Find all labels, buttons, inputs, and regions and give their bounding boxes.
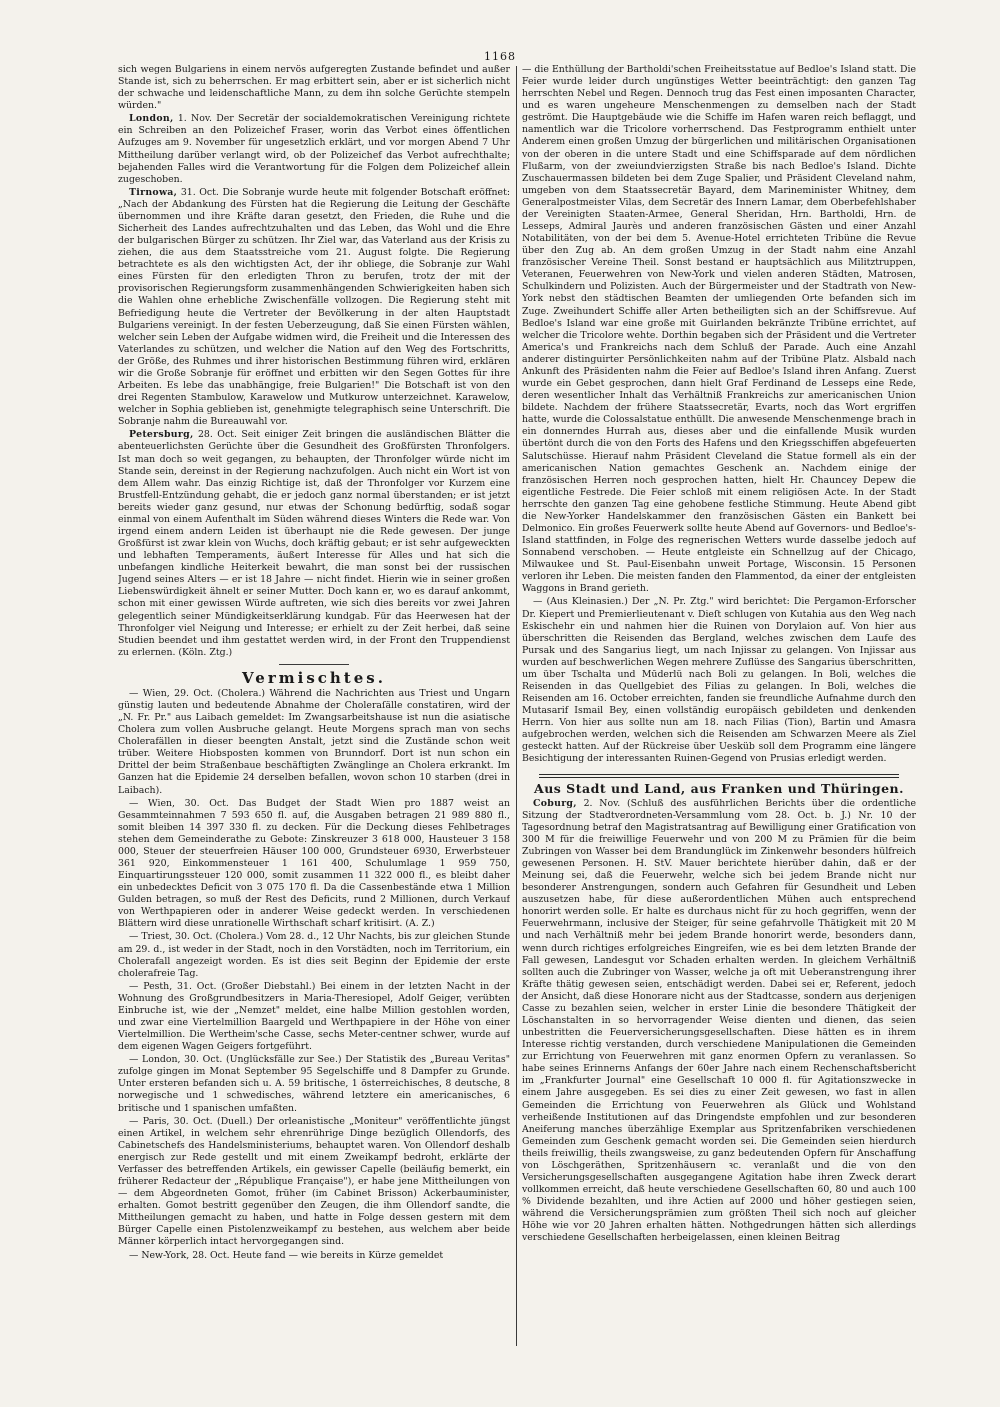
- article-text: 31. Oct. Die Sobranje wurde heute mit folgender Botschaft eröffnet: „Nach der Abdankung des Fürsten hat die Regierung die Leitung der Geschäfte übernommen und ihre Kräfte daran gesetzt, den Frieden, die Ruhe und die Sicherheit des Landes aufrechtzuhalten und das Leben, das Wohl und die Ehre der bulgarischen Bürger zu schützen. Ihr Ziel war, das Vaterland aus der Krisis zu ziehen, die aus dem Staatsstreiche vom 21. August folgte. Die Regierung betrachtete es als den wichtigsten Act, der ihr obliege, die Sobranje zur Wahl eines Fürsten für den erledigten Thron zu berufen, trotz der mit der provisorischen Regierungsform zusammenhängenden Schwierigkeiten haben sich die Wahlen ohne erhebliche Zwischenfälle vollzogen. Die Regierung steht mit Befriedigung heute die Vertreter der Bevölkerung in der alten Hauptstadt Bulgariens vereinigt. In der festen Ueberzeugung, daß Sie einen Fürsten wählen, welcher sein Leben der Aufgabe widmen wird, die Freiheit und die Interessen des Vaterlandes zu schützen, und welcher die Nation auf den Weg des Fortschritts, der Größe, des Ruhmes und ihrer historischen Bestimmung führen wird, erklären wir die Große Sobranje für eröffnet und erbitten wir den Segen Gottes für ihre Arbeiten. Es lebe das unabhängige, freie Bulgarien!" Die Botschaft ist von den drei Regenten Stambulow, Karawelow und Mutkurow unterzeichnet. Karawelow, welcher in Sophia geblieben ist, genehmigte telegraphisch seine Unterschrift. Die Sobranje nahm die Bureauwahl vor.: [118, 186, 510, 428]
- news-item: — Triest, 30. Oct. (Cholera.) Vom 28. d., 12 Uhr Nachts, bis zur gleichen Stunde am 29. d., ist weder in der Stadt, noch in den Vorstädten, noch im Territorium, ein Cholerafall angezeigt worden. Es ist dies seit Beginn der Epidemie der erste cholerafreie Tag.: [118, 931, 510, 979]
- news-item: — London, 30. Oct. (Unglücksfälle zur See.) Der Statistik des „Bureau Veritas" zufolge gingen im Monat September 95 Segelschiffe und 8 Dampfer zu Grunde. Unter ersteren befanden sich u. A. 59 britische, 1 österreichisches, 8 deutsche, 8 norwegische und 1 schwedisches, während letztere ein americanisches, 6 britische und 1 spanischen umfaßten.: [118, 1054, 510, 1114]
- article-text: 28. Oct. Seit einiger Zeit bringen die ausländischen Blätter die abenteuerlichsten Gerüchte über die Gesundheit des Großfürsten Thronfolgers. Ist man doch so weit gegangen, zu behaupten, der Thronfolger würde nicht im Stande sein, dereinst in der Regierung nachzufolgen. Auch nicht ein Wort ist von dem Allem wahr. Das einzig Richtige ist, daß der Thronfolger vor Kurzem eine Brustfell-Entzündung gehabt, die er jedoch ganz normal überstanden; er ist jetzt bereits wieder ganz gesund, nur etwas der Schonung bedürftig, sodaß sogar einmal von einem Aufenthalt im Süden während dieses Winters die Rede war. Von irgend einem andern Leiden ist überhaupt nie die Rede gewesen. Der junge Großfürst ist zwar klein von Wuchs, doch kräftig gebaut; er ist sehr aufgeweckten und lebhaften Temperaments, äußert Interesse für Alles und hat sich die unbefangen kindliche Heiterkeit bewahrt, die man sonst bei der russischen Jugend seines Alters — er ist 18 Jahre — nicht findet. Hierin wie in seiner großen Liebenswürdigkeit ähnelt er seiner Mutter. Doch kann er, wo es darauf ankommt, schon mit einer gewissen Würde auftreten, wie sich dies bereits vor zwei Jahren gelegentlich seiner Mündigkeitserklärung kundgab. Für das Heerwesen hat der Thronfolger viel Neigung und Interesse; er erhielt zu der Zeit herbei, daß seine Studien beendet und ihm gestattet werden wird, in der Front den Truppendienst zu erlernen. (Köln. Ztg.): [118, 429, 510, 658]
- section-divider: [279, 664, 349, 665]
- column-divider: [516, 66, 517, 1346]
- dateline-place: London,: [129, 113, 174, 125]
- article-paragraph: — die Enthüllung der Bartholdi'schen Freiheitsstatue auf Bedloe's Island statt. Die Feier wurde leider durch ungünstiges Wetter beeinträchtigt: den ganzen Tag herrschten Nebel und Regen. Dennoch trug das Fest einen imposanten Character, und es waren ungeheure Menschenmengen zu demselben nach der Stadt geströmt. Die Hauptgebäude wie die Schiffe im Hafen waren reich beflaggt, und namentlich war die Tricolore vorherrschend. Das Festprogramm enthielt unter Anderem einen großen Umzug der bürgerlichen und militärischen Organisationen von der oberen in die untere Stadt und eine Schiffsparade auf dem nördlichen Flußarm, von der zweiundvierzigsten Straße bis nach Bedloe's Island. Dichte Zuschauermassen bildeten bei dem Zuge Spalier, und Präsident Cleveland nahm, umgeben von dem Staatssecretär Bayard, dem Marineminister Whitney, dem Generalpostmeister Vilas, dem Secretär des Innern Lamar, dem Oberbefehlshaber der Vereinigten Staaten-Armee, General Sheridan, Hrn. Bartholdi, Hrn. de Lesseps, Admiral Jaurès und anderen französischen Gästen und einer Anzahl Notabilitäten, von der bei dem 5. Avenue-Hotel errichteten Tribüne die Revue über den Zug ab. An dem großen Umzug in der Stadt nahm eine Anzahl französischer Vereine Theil. Sonst bestand er hauptsächlich aus Militztruppen, Veteranen, Feuerwehren von New-York und vielen anderen Städten, Matrosen, Schulkindern und Polizisten. Auch der Bürgermeister und der Stadtrath von New-York nebst den städtischen Beamten der umliegenden Orte befanden sich im Zuge. Zweihundert Schiffe aller Arten betheiligten sich an der Schiffsrevue. Auf Bedloe's Island war eine große mit Guirlanden bekränzte Tribüne errichtet, auf welcher die Tricolore wehte. Dorthin begaben sich der Präsident und die Vertreter America's und Frankreichs nach dem Schluß der Parade. Auch eine Anzahl anderer distinguirter Persönlichkeiten nahm auf der Tribüne Platz. Alsbald nach Ankunft des Präsidenten nahm die Feier auf Bedloe's Island ihren Anfang. Zuerst wurde ein Gebet gesprochen, dann hielt Graf Ferdinand de Lesseps eine Rede, deren wesentlicher Inhalt das Verhältniß Frankreichs zur americanischen Union bildete. Nachdem der frühere Staatssecretär, Evarts, noch das Wort ergriffen hatte, wurde die Colossalstatue enthüllt. Die anwesende Menschenmenge brach in ein donnerndes Hurrah aus, dieses aber und die einfallende Musik wurden übertönt durch die von den Forts des Hafens und den Kriegsschiffen abgefeuerten Salutschüsse. Hierauf nahm Präsident Cleveland die Statue formell als ein der americanischen Nation gemachtes Geschenk an. Nachdem einige der französischen Herren noch gesprochen hatten, hielt Hr. Chauncey Depew die eigentliche Festrede. Die Feier schloß mit einem religiösen Acte. In der Stadt herrschte den ganzen Tag eine gehobene festliche Stimmung. Heute Abend gibt die New-Yorker Handelskammer den französischen Gästen ein Bankett bei Delmonico. Ein großes Feuerwerk sollte heute Abend auf Governors- und Bedloe's-Island stattfinden, in Folge des regnerischen Wetters wurde dasselbe jedoch auf Sonnabend verschoben. — Heute entgleiste ein Schnellzug auf der Chicago, Milwaukee und St. Paul-Eisenbahn unweit Portage, Wisconsin. 15 Personen verloren ihr Leben. Die meisten fanden den Flammentod, da einer der entgleisten Waggons in Brand gerieth.: [522, 64, 916, 595]
- dateline-place: Coburg,: [533, 797, 577, 809]
- left-column: [118, 64, 510, 1364]
- news-item: — (Aus Kleinasien.) Der „N. Pr. Ztg." wird berichtet: Die Pergamon-Erforscher Dr. Kiepert und Premierlieutenant v. Dieſt schlugen von Kutahia aus den Weg nach Eskischehr ein und nahmen hier die Ruinen von Dorylaion auf. Von hier aus überschritten die Reisenden das Bergland, welches zwischen dem Laufe des Pursak und des Sangarius liegt, um nach Injissar zu gelangen. Von Injissar aus wurden auf beschwerlichen Wegen mehrere Zuflüsse des Sangarius überschritten, um über Tschalta und Mūderlü nach Boli zu gelangen. In Boli, welches die Reisenden in das Quellgebiet des Filias zu gelangen. In Boli, welches die Reisenden am 16. October erreichten, fanden sie freundliche Aufnahme durch den Mutasarif Ismail Bey, einen vollständig europäisch gebildeten und denkenden Herrn. Von hier aus sollte nun am 18. nach Filias (Tion), Bartin und Amasra aufgebrochen werden, welchen sich die Reisenden am Schwarzen Meere als Ziel gesteckt hatten. Auf der Rückreise über Uesküb soll dem Programm eine längere Besichtigung der interessanten Ruinen-Gegend von Prusias erledigt werden.: [522, 596, 916, 765]
- article-paragraph: [118, 187, 510, 429]
- dateline-place: Tirnowa,: [129, 186, 178, 198]
- page-number: 1168: [484, 50, 516, 63]
- news-item: — Wien, 30. Oct. Das Budget der Stadt Wien pro 1887 weist an Gesammteinnahmen 7 593 650 fl. auf, die Ausgaben betragen 21 989 880 fl., somit bleiben 14 397 330 fl. zu decken. Für die Deckung dieses Fehlbetrages stehen dem Gemeinderathe zu Gebote: Zinskreuzer 3 618 000, Hausteuer 3 158 000, Steuer der steuerfreien Häuser 100 000, Grundsteuer 6930, Erwerbsteuer 361 920, Einkommensteuer 1 161 400, Schulumlage 1 959 750, Einquartirungssteuer 120 000, somit zusammen 11 322 000 fl., es bleibt daher ein unbedecktes Deficit von 3 075 170 fl. Da die Cassenbestände etwa 1 Million Gulden betragen, so muß der Rest des Deficits, rund 2 Millionen, durch Verkauf von Werthpapieren oder in anderer Weise gedeckt werden. In verschiedenen Blättern wird diese unrationelle Wirthschaft scharf kritisirt. (A. Z.): [118, 797, 510, 930]
- news-item: — New-York, 28. Oct. Heute fand — wie bereits in Kürze gemeldet: [129, 1249, 444, 1261]
- section-heading-vermischtes: Vermischtes.: [242, 668, 386, 687]
- article-paragraph: [118, 429, 510, 658]
- news-item: — Wien, 29. Oct. (Cholera.) Während die Nachrichten aus Triest und Ungarn günstig lauten und bedeutende Abnahme der Choleraſälle constatiren, wird der „N. Fr. Pr." aus Laibach gemeldet: Im Zwangsarbeitshause ist nun die asiatische Cholera zum vollen Ausbruche gelangt. Heute Morgens sprach man von sechs Cholerafällen in dieser beengten Anstalt, jetzt sind die Zustände schon weit trüber. Weitere Hiobsposten kommen von Brunndorf. Dort ist nun schon ein Drittel der beim Straßenbaue beschäftigten Zwänglinge an Cholera erkrankt. Im Ganzen hat die Epidemie 24 derselben befallen, wovon schon 10 starben (drei in Laibach).: [118, 687, 510, 796]
- right-column: [522, 64, 916, 1364]
- news-item: — Pesth, 31. Oct. (Großer Diebstahl.) Bei einem in der letzten Nacht in der Wohnung des Großgrundbesitzers in Maria-Theresiopel, Adolf Geiger, verübten Einbruche ist, wie der „Nemzet" meldet, eine halbe Million gestohlen worden, und zwar eine Viertelmillion Baargeld und Werthpapiere in der Höhe von einer Viertelmillion. Die Wertheim'sche Casse, sechs Meter-centner schwer, wurde auf dem eigenen Wagen Geigers fortgeführt.: [118, 980, 510, 1053]
- article-paragraph: [118, 113, 510, 185]
- news-item: — Paris, 30. Oct. (Duell.) Der orleanistische „Moniteur" veröffentlichte jüngst einen Artikel, in welchem sehr ehrenrührige Dinge bezüglich Ollendorfs, des Cabinetschefs des Handelsministeriums, behauptet waren. Von Ollendorf deshalb energisch zur Rede gestellt und mit einem Zweikampf bedroht, erklärte der Verfasser des betreffenden Artikels, ein gewisser Capelle (beiläufig bemerkt, ein früherer Redacteur der „République Française"), er habe jene Mittheilungen von — dem Abgeordneten Gomot, früher (im Cabinet Brisson) Ackerbauminister, erhalten. Gomot bestritt gegenüber den Zeugen, die ihm Ollendorf sandte, die Mittheilungen gemacht zu haben, und hatte in Folge dessen gestern mit dem Bürger Capelle einen Pistolenzweikampf zu bestehen, aus welchem aber beide Männer körperlich intact hervorgegangen sind.: [118, 1115, 510, 1248]
- section-divider: [539, 774, 899, 778]
- dateline-place: Petersburg,: [129, 429, 194, 441]
- article-paragraph: [522, 798, 916, 1245]
- article-paragraph: sich wegen Bulgariens in einem nervös aufgeregten Zustande befindet und außer Stande ist, sich zu beherrschen. Er mag erbittert sein, aber er ist sicherlich nicht der schwache und leidenschaftliche Mann, zu dem ihn solche Gerüchte stempeln würden.": [118, 64, 510, 112]
- article-text: 1. Nov. Der Secretär der socialdemokratischen Vereinigung richtete ein Schreiben an den Polizeichef Fraser, worin das Verbot eines öffentlichen Aufzuges am 9. November für ungesetzlich erklärt, und vor morgen Abend 7 Uhr Mittheilung darüber verlangt wird, ob der Polizeichef das Verbot aufrechthalte; bejahenden Falles wird die Verantwortung für die Folgen dem Polizeichef allein zugeschoben.: [118, 113, 510, 185]
- section-heading-stadt-und-land: Aus Stadt und Land, aus Franken und Thüringen.: [534, 780, 904, 796]
- article-text: 2. Nov. (Schluß des ausführlichen Berichts über die ordentliche Sitzung der Stadtverordneten-Versammlung vom 28. Oct. b. J.) Nr. 10 der Tagesordnung betraf den Magistratsantrag auf Bewilligung einer Gratification von 300 M für die freiwillige Feuerwehr und von 200 M zu Prämien für die beim Zubringen von Wasser bei dem Brandunglück im Zinkenwehr besonders hülfreich gewesenen Personen. H. StV. Mauer berichtete hierüber dahin, daß er der Meinung sei, daß die Feuerwehr, welche sich bei jedem Brande nicht nur besonderer Anstrengungen, sondern auch Gefahren für Gesundheit und Leben auszusetzen habe, für diese außerordentlichen Mühen auch entsprechend honorirt werden solle. Er halte es durchaus nicht für zu hoch gegriffen, wenn der Feuerwehrmann, inclusive der Steiger, für seine gefahrvolle Thätigkeit mit 20 M und nach Verhältniß mehr bei jedem Brande honorirt werde, besonders dann, wenn durch richtiges erfolgreiches Eingreifen, wie es bei dem letzten Brande der Fall gewesen, Landesgut vor Schaden erhalten werden. In gleichem Verhältniß sollten auch die Zubringer von Wasser, welche ja oft mit Ueberanstrengung ihrer Kräfte thätig gewesen seien, entschädigt werden. Dabei sei er, Referent, jedoch der Ansicht, daß diese Honorare nicht aus der Stadtcasse, sondern aus derjenigen Casse zu bezahlen seien, welcher in erster Linie die besondere Thätigkeit der Löschanstalten in so hervorragender Weise dienten und dienen, das seien unbestritten die Feuerversicherungsgesellschaften. Diese hätten es in ihrem Interesse richtig verstanden, durch verschiedene Manipulationen die Gemeinden zur Errichtung von Feuerwehren mit ganz enormen Opfern zu veranlassen. So habe seines Erinnerns Anfangs der 60er Jahre nach einem Rechenschaftsbericht im „Frankfurter Journal" eine Gesellschaft 10 000 fl. für Agitationszwecke in einem Jahre ausgegeben. Es sei dies zu einer Zeit gewesen, wo fast in allen Gemeinden die Errichtung von Feuerwehren als Glück und Wohlstand verheißende Institutionen auf das Dringendste empfohlen und zur besonderen Aneiferung manches überzählige Exemplar aus Spritzenfabriken verschiedenen Gemeinden zum Geschenk gemacht worden sei. Die Gemeinden seien hierdurch theils freiwillig, theils zwangsweise, zu ganz bedeutenden Opfern für Anschaffung von Löschgeräthen, Spritzenhäusern ꝛc. veranlaßt und die von den Versicherungsgesellschaften ausgegangene Agitation habe ihren Zweck derart vollkommen erreicht, daß heute verschiedene Gesellschaften 60, 80 und auch 100 % Dividende bezahlten, und ihre Actien auf 2000 und höher gestiegen seien, während die Versicherungsprämien zum größten Theil sich noch auf gleicher Höhe wie vor 20 Jahren erhalten hätten. Nothgedrungen hätten sich allerdings verschiedene Gesellschaften herbeigelassen, einen kleinen Beitrag: [522, 797, 916, 1244]
